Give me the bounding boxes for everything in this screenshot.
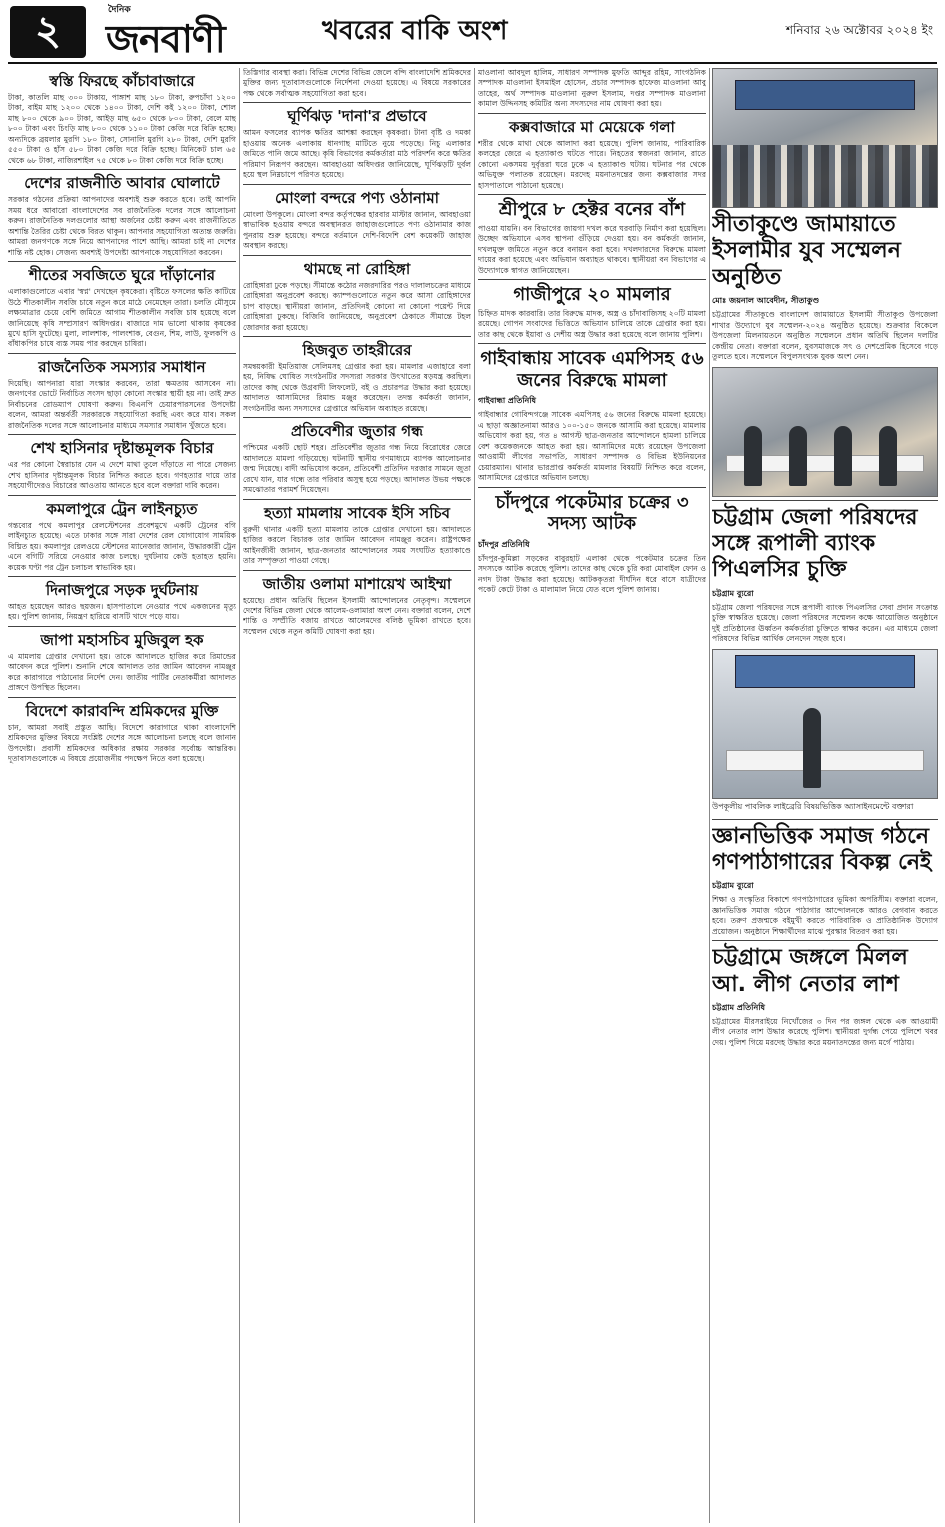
article-headline: ঘূর্ণিঝড় 'দানা'র প্রভাবে [243, 102, 471, 128]
article-headline: কক্সবাজারে মা মেয়েকে গলা [478, 113, 706, 139]
article-body: বুরুনী থানার একটি হত্যা মামলায় তাকে গ্রেপ্তার দেখানো হয়। আদালতে হাজির করলে বিচারক তার জামিন আবেদন নামঞ্জুর করেন। রাষ্ট্রপক্ষের আইনজীবী জানান, ছাত্র-জনতার আন্দোলনের সময় সংঘটিত হত্যাকাণ্ডে তার সম্পৃক্ততা পাওয়া গেছে। [243, 524, 471, 566]
article-body: গন্তব্যের পথে কমলাপুর রেলস্টেশনের প্রবেশমুখে একটি ট্রেনের বগি লাইনচ্যুত হয়েছে। এতে ঢাকার সঙ্গে সারা দেশের রেল যোগাযোগ সাময়িক বিঘ্নিত হয়। কমলাপুর রেলওয়ে স্টেশনের ম্যানেজার জানান, উদ্ধারকারী ট্রেন এনে বগিটি সরিয়ে নেওয়ার কাজ চলছে। দুর্ঘটনায় কেউ হতাহত হয়নি। কয়েক ঘণ্টা পর ট্রেন চলাচল স্বাভাবিক হয়। [8, 520, 236, 572]
article-body: এ মামলায় গ্রেপ্তার দেখানো হয়। তাকে আদালতে হাজির করে রিমান্ডের আবেদন করে পুলিশ। শুনানি শেষে আদালত তার জামিন আবেদন নামঞ্জুর করে কারাগারে পাঠানোর নির্দেশ দেন। জাতীয় পার্টির নেতাকর্মীরা আদালত প্রাঙ্গণে উপস্থিত ছিলেন। [8, 651, 236, 693]
article [712, 208, 938, 363]
page-number: ২ [10, 6, 86, 58]
photo-person [744, 426, 762, 486]
article-headline: মোংলা বন্দরে পণ্য ওঠানামা [243, 184, 471, 210]
article [8, 169, 236, 258]
article-body: শরীর থেকে মাথা থেকে আলাদা করা হয়েছে। পুলিশ জানায়, পারিবারিক কলহের জেরে এ হত্যাকাণ্ড ঘটতে পারে। নিহতের স্বজনরা জানান, রাতে কোনো একসময় দুর্বৃত্তরা ঘরে ঢুকে এ হত্যাকাণ্ড ঘটায়। ঘটনার পর থেকে অভিযুক্ত পলাতক রয়েছেন। মরদেহ ময়নাতদন্তের জন্য কক্সবাজার সদর হাসপাতালে পাঠানো হয়েছে। [478, 138, 706, 190]
article [478, 279, 706, 340]
article [8, 576, 236, 623]
article-body: হয়েছে। প্রধান অতিথি ছিলেন ইসলামী আন্দোলনের নেতৃবৃন্দ। সম্মেলনে দেশের বিভিন্ন জেলা থেকে আলেম-ওলামারা অংশ নেন। বক্তারা বলেন, দেশে শান্তি ও সম্প্রীতি বজায় রাখতে আলেমদের বলিষ্ঠ ভূমিকা রাখতে হবে। সম্মেলন থেকে নতুন কমিটি ঘোষণা করা হয়। [243, 595, 471, 636]
article [712, 500, 938, 645]
photo-person [834, 426, 852, 486]
article-headline: জাপা মহাসচিব মুজিবুল হক [8, 626, 236, 652]
photo-crowd [713, 145, 937, 207]
article [8, 353, 236, 431]
photo-speaker [803, 708, 821, 788]
article-headline: কমলাপুরে ট্রেন লাইনচ্যুত [8, 495, 236, 521]
article-headline: শীতের সবজিতে ঘুরে দাঁড়ানোর [8, 261, 236, 287]
article [243, 68, 471, 99]
article-headline: থামছে না রোহিঙ্গা [243, 255, 471, 281]
article-body: রোহিঙ্গারা ঢুকে পড়ছে। সীমান্তে কঠোর নজরদারির পরও দালালচক্রের মাধ্যমে রোহিঙ্গারা অনুপ্রবেশ করছে। ক্যাম্পগুলোতে নতুন করে আসা রোহিঙ্গাদের চাপ বাড়ছে। স্থানীয়রা জানান, প্রতিদিনই কোনো না কোনো পয়েন্ট দিয়ে রোহিঙ্গারা ঢুকছে। বিজিবি জানিয়েছে, অনুপ্রবেশ ঠেকাতে সীমান্তে টহল জোরদার করা হয়েছে। [243, 280, 471, 332]
article [712, 819, 938, 938]
article-headline: জাতীয় ওলামা মাশায়েখ আইম্মা [243, 570, 471, 596]
article [8, 434, 236, 491]
article-byline: চট্টগ্রাম প্রতিনিধি [712, 1003, 766, 1012]
article-body: সমন্বয়কারী ইমতিয়াজ সেলিমসহ গ্রেপ্তার করা হয়। মামলার এজাহারে বলা হয়, নিষিদ্ধ ঘোষিত সংগঠনটির সদস্যরা সরকার উৎখাতের ষড়যন্ত্র করছিল। তাদের কাছ থেকে উগ্রবাদী লিফলেট, বই ও প্রচারপত্র উদ্ধার করা হয়েছে। আদালত আসামিদের রিমান্ড মঞ্জুর করেছেন। তদন্ত কর্মকর্তা জানান, সংগঠনটির অন্য সদস্যদের গ্রেপ্তারে অভিযান অব্যাহত রয়েছে। [243, 361, 471, 413]
article-body: এর পর কোনো স্বৈরাচার যেন এ দেশে মাথা তুলে দাঁড়াতে না পারে সেজন্য শেখ হাসিনার দৃষ্টান্তমূলক বিচার নিশ্চিত করতে হবে। গণহত্যার দায়ে তার সহযোগীদেরও বিচারের আওতায় আনতে হবে বলে বক্তারা দাবি করেন। [8, 460, 236, 491]
article-headline: চট্টগ্রামে জঙ্গলে মিলল আ. লীগ নেতার লাশ [712, 940, 938, 1001]
column-divider [239, 68, 240, 1523]
photo-person [789, 426, 807, 486]
article-byline: চট্টগ্রাম ব্যুরো [712, 588, 754, 598]
article-body: সরকার গঠনের প্রক্রিয়া আপনাদের অবশ্যই শুরু করতে হবে। তাই আপনি সময় ধরে আবারো বাংলাদেশের সব রাজনৈতিক দলের সঙ্গে আলোচনা করুন। রাজনৈতিক দলগুলোর আস্থা অর্জনের চেষ্টা করুন এবং রাজনীতিতে অশান্তি তৈরির চেষ্টা থেকে বিরত থাকুন। আপনার সহযোগিতা অত্যন্ত জরুরি। আমরা জনগণকে সঙ্গে নিয়ে আপনাদের পাশে আছি। আমরা চাই না দেশের শান্তি নষ্ট হোক। সেজন্য অবশ্যই উপদেষ্টা আপনাকে সহযোগিতা করবেন। [8, 195, 236, 257]
article-body: আহত হয়েছেন আরও ছয়জন। হাসপাতালে নেওয়ার পথে একজনের মৃত্যু হয়। পুলিশ জানায়, নিয়ন্ত্রণ হারিয়ে বাসটি খাদে পড়ে যায়। [8, 602, 236, 622]
article-headline: জ্ঞানভিত্তিক সমাজ গঠনে গণপাঠাগারের বিকল্প নেই [712, 819, 938, 880]
article-body: আমন ফসলের ব্যাপক ক্ষতির আশঙ্কা করছেন কৃষকরা। টানা বৃষ্টি ও দমকা হাওয়ায় অনেক এলাকায় ধানগাছ মাটিতে নুয়ে পড়েছে। নিচু এলাকার জমিতে পানি জমে আছে। কৃষি বিভাগের কর্মকর্তারা মাঠ পরিদর্শন করে ক্ষতির পরিমাণ নিরূপণ করছেন। আবহাওয়া অধিদপ্তর জানিয়েছে, ঘূর্ণিঝড়টি দুর্বল হয়ে স্থল নিম্নচাপে পরিণত হয়েছে। [243, 128, 471, 180]
news-photo [712, 649, 938, 799]
article [478, 194, 706, 276]
article [8, 261, 236, 350]
article-headline: স্বস্তি ফিরছে কাঁচাবাজারে [49, 72, 195, 90]
section-title: খবরের বাকি অংশ [322, 16, 508, 46]
article-body: চিহ্নিত মাদক কারবারি। তার বিরুদ্ধে মাদক, অস্ত্র ও চাঁদাবাজিসহ ২০টি মামলা রয়েছে। গোপন সংবাদের ভিত্তিতে অভিযান চালিয়ে তাকে গ্রেপ্তার করা হয়। তার কাছ থেকে ইয়াবা ও দেশীয় অস্ত্র উদ্ধার করা হয়েছে বলে জানায় পুলিশ। [478, 308, 706, 339]
column-2 [243, 68, 471, 1523]
photo-banner [735, 80, 914, 110]
article [478, 343, 706, 483]
dateline: শনিবার ২৬ অক্টোবর ২০২৪ ইং [785, 23, 933, 37]
article-body: পাওয়া যায়নি। বন বিভাগের জায়গা দখল করে ঘরবাড়ি নির্মাণ করা হয়েছিল। উচ্ছেদ অভিযানে এসব স্থাপনা গুঁড়িয়ে দেওয়া হয়। বন কর্মকর্তা জানান, দখলমুক্ত জমিতে নতুন করে বনায়ন করা হবে। দখলদারদের বিরুদ্ধে মামলা দায়ের করা হয়েছে এবং অভিযান অব্যাহত থাকবে। স্থানীয়রা বন বিভাগের এ উদ্যোগকে স্বাগত জানিয়েছেন। [478, 223, 706, 275]
article-headline: রাজনৈতিক সমস্যার সমাধান [8, 353, 236, 379]
article [243, 417, 471, 495]
article [8, 626, 236, 694]
article-headline: বিদেশে কারাবন্দি শ্রমিকদের মুক্তি [8, 697, 236, 723]
newspaper-logo [92, 2, 242, 60]
article-body: চান, আমরা সবাই প্রস্তুত আছি। বিদেশে কারাগারে থাকা বাংলাদেশি শ্রমিকদের মুক্তির বিষয়ে সংশ্লিষ্ট দেশের সঙ্গে আলোচনা চলছে বলে জানান উপদেষ্টা। প্রবাসী শ্রমিকদের অধিকার রক্ষায় সরকার সর্বোচ্চ আন্তরিক। দূতাবাসগুলোকে এ বিষয়ে প্রয়োজনীয় পদক্ষেপ নিতে বলা হয়েছে। [8, 722, 236, 764]
article-headline: প্রতিবেশীর জুতার গন্ধ [243, 417, 471, 443]
article-headline: গাইবান্ধায় সাবেক এমপিসহ ৫৬ জনের বিরুদ্ধে মামলা [478, 343, 706, 394]
photo-banner [735, 655, 914, 688]
column-divider [474, 68, 475, 1523]
article-body: চাঁদপুর-কুমিল্লা সড়কের বাবুরহাট এলাকা থেকে পকেটমার চক্রের তিন সদস্যকে আটক করেছে পুলিশ। তাদের কাছ থেকে চুরি করা মোবাইল ফোন ও নগদ টাকা উদ্ধার করা হয়েছে। আটককৃতরা দীর্ঘদিন ধরে বাসে যাত্রীদের পকেট কেটে টাকা ও মালামাল নিয়ে যেত বলে পুলিশ জানায়। [478, 553, 706, 595]
article-headline: গাজীপুরে ২০ মামলার [478, 279, 706, 309]
news-photo [712, 367, 938, 497]
article-headline: সীতাকুণ্ডে জামায়াতে ইসলামীর যুব সম্মেলন অনুষ্ঠিত [712, 212, 901, 290]
masthead-rule [8, 62, 937, 64]
article [8, 495, 236, 573]
article-body: এলাকাগুলোতে এবার 'স্বপ্ন' দেখছেন কৃষকেরা। বৃষ্টিতে ফসলের ক্ষতি কাটিয়ে উঠে শীতকালীন সবজি চাষে নতুন করে মাঠে নেমেছেন তারা। চলতি মৌসুমে লক্ষ্যমাত্রার চেয়ে বেশি জমিতে আগাম শীতকালীন সবজি চাষ হয়েছে বলে জানিয়েছে কৃষি সম্প্রসারণ অধিদপ্তর। বাজারে দাম ভালো থাকায় কৃষকের মুখে হাসি ফুটেছে। মুলা, লালশাক, পালংশাক, বেগুন, শিম, লাউ, ফুলকপি ও বাঁধাকপির চাষে ব্যস্ত সময় পার করছেন চাষিরা। [8, 287, 236, 349]
article [243, 499, 471, 567]
article [712, 940, 938, 1048]
article-body: তিস্তিগার ব্যবস্থা করা। বিভিন্ন দেশের বিভিন্ন জেলে বন্দি বাংলাদেশি শ্রমিকদের মুক্তির জন্য দূতাবাসগুলোকে নির্দেশনা দেওয়া হয়েছে। এ বিষয়ে সরকারের পক্ষ থেকে সর্বাত্মক সহযোগিতা করা হবে। [243, 68, 471, 98]
photo-person [879, 426, 897, 486]
logo-name: জনবাণী [106, 17, 225, 61]
article-body: শিক্ষা ও সংস্কৃতির বিকাশে গণপাঠাগারের ভূমিকা অপরিসীম। বক্তারা বলেন, জ্ঞানভিত্তিক সমাজ গঠনে পাঠাগার আন্দোলনকে আরও বেগবান করতে হবে। তরুণ প্রজন্মকে বইমুখী করতে পারিবারিক ও প্রাতিষ্ঠানিক উদ্যোগ প্রয়োজন। অনুষ্ঠানে শিক্ষার্থীদের মাঝে পুরস্কার বিতরণ করা হয়। [712, 895, 938, 936]
article [243, 184, 471, 252]
article-body: গাইবান্ধার গোবিন্দগঞ্জে সাবেক এমপিসহ ৫৬ জনের বিরুদ্ধে মামলা হয়েছে। এ ছাড়া অজ্ঞাতনামা আরও ১০০-১৫০ জনকে আসামি করা হয়েছে। মামলায় অভিযোগ করা হয়, গত ৪ আগস্ট ছাত্র-জনতার আন্দোলনে হামলা চালিয়ে বেশ কয়েকজনকে আহত করা হয়। আসামিদের মধ্যে রয়েছেন উপজেলা আওয়ামী লীগের সভাপতি, সাধারণ সম্পাদক ও বিভিন্ন ইউনিয়নের চেয়ারম্যান। থানার ভারপ্রাপ্ত কর্মকর্তা মামলার বিষয়টি নিশ্চিত করে বলেন, আসামিদের গ্রেপ্তারে অভিযান চলছে। [478, 410, 706, 483]
article-headline: শেখ হাসিনার দৃষ্টান্তমূলক বিচার [8, 434, 236, 460]
masthead [0, 0, 945, 64]
photo-caption: উপকূলীয় পাবলিক লাইব্রেরি বিষয়ভিত্তিক অ্যাসাইনমেন্টে বক্তারা [712, 801, 914, 811]
article [8, 697, 236, 765]
article [478, 113, 706, 191]
article-byline: গাইবান্ধা প্রতিনিধি [478, 396, 537, 406]
article-body: মোংলা উপকূলে। মোংলা বন্দর কর্তৃপক্ষের হারবার মাস্টার জানান, আবহাওয়া স্বাভাবিক হওয়ায় বন্দরে অবস্থানরত জাহাজগুলোতে পণ্য ওঠানামার কাজ পুনরায় শুরু হয়েছে। বন্দরে বর্তমানে দেশি-বিদেশি বেশ কয়েকটি জাহাজ অবস্থান করছে। [243, 209, 471, 251]
photo-table [726, 750, 923, 771]
article-byline: চট্টগ্রাম ব্যুরো [712, 881, 754, 891]
article [243, 102, 471, 180]
article-headline: দিনাজপুরে সড়ক দুর্ঘটনায় [8, 576, 236, 602]
article-headline: দেশের রাজনীতি আবার ঘোলাটে [8, 169, 236, 195]
article-headline: চট্টগ্রাম জেলা পরিষদের সঙ্গে রূপালী ব্যাংক পিএলসির চুক্তি [712, 500, 938, 587]
article [478, 68, 706, 110]
column-3 [478, 68, 706, 1523]
article-body: চট্টগ্রামের সীতাকুণ্ডে বাংলাদেশ জামায়াতে ইসলামী সীতাকুণ্ড উপজেলা শাখার উদ্যোগে যুব সম্মেলন-২০২৪ অনুষ্ঠিত হয়েছে। শুক্রবার বিকেলে উপজেলা মিলনায়তনে অনুষ্ঠিত সম্মেলনে প্রধান অতিথি ছিলেন দলটির কেন্দ্রীয় নেতা। বক্তারা বলেন, যুবসমাজকে সৎ ও দেশপ্রেমিক হিসেবে গড়ে তুলতে হবে। সম্মেলনে বিপুলসংখ্যক যুবক অংশ নেন। [712, 310, 938, 362]
article-byline: চাঁদপুর প্রতিনিধি [478, 539, 530, 549]
article-body: মাওলানা আবদুল হালিম, সাধারণ সম্পাদক মুফতি আব্দুর রহিম, সাংগঠনিক সম্পাদক মাওলানা ইসমাইল হোসেন, প্রচার সম্পাদক হাফেজ মাওলানা আবু তাহের, অর্থ সম্পাদক মাওলানা নুরুল ইসলাম, দপ্তর সম্পাদক মাওলানা কামাল উদ্দিনসহ কমিটির অন্য সদস্যদের নাম ঘোষণা করা হয়। [478, 68, 706, 109]
column-4 [712, 68, 938, 1523]
logo-small-text: দৈনিক [108, 5, 131, 15]
column-divider [709, 68, 710, 1523]
article-headline: চাঁদপুরে পকেটমার চক্রের ৩ সদস্য আটক [478, 487, 706, 538]
news-photo [712, 68, 938, 208]
article-headline: শ্রীপুরে ৮ হেক্টর বনের বাঁশ [478, 194, 706, 224]
article-body: চট্টগ্রাম জেলা পরিষদের সঙ্গে রূপালী ব্যাংক পিএলসির সেবা প্রদান সংক্রান্ত চুক্তি স্বাক্ষরিত হয়েছে। জেলা পরিষদের সম্মেলন কক্ষে আয়োজিত অনুষ্ঠানে দুই প্রতিষ্ঠানের ঊর্ধ্বতন কর্মকর্তারা চুক্তিতে স্বাক্ষর করেন। এর মাধ্যমে জেলা পরিষদের বিভিন্ন আর্থিক লেনদেন সহজ হবে। [712, 602, 938, 644]
article [478, 487, 706, 596]
article-headline: হিজবুত তাহরীরের [243, 336, 471, 362]
article-headline: হত্যা মামলায় সাবেক ইসি সচিব [243, 499, 471, 525]
article [243, 336, 471, 414]
article-byline: মোঃ জয়নাল আবেদীন, সীতাকুণ্ড [712, 296, 820, 306]
article-body: পশ্চিমের একটি ছোট শহর। প্রতিবেশীর জুতার গন্ধ নিয়ে বিরোধের জেরে আদালতে মামলা গড়িয়েছে। ঘটনাটি স্থানীয় গণমাধ্যমে ব্যাপক আলোচনার জন্ম দিয়েছে। বাদী অভিযোগ করেন, প্রতিবেশী প্রতিদিন দরজার সামনে জুতা রেখে যান, যার গন্ধে তার পরিবার অসুস্থ হয়ে পড়ছে। আদালত উভয় পক্ষকে সমঝোতার পরামর্শ দিয়েছেন। [243, 443, 471, 495]
article [243, 255, 471, 333]
article [243, 570, 471, 638]
article-body: চট্টগ্রামের মীরসরাইয়ে নিখোঁজের ৩ দিন পর জঙ্গল থেকে এক আওয়ামী লীগ নেতার লাশ উদ্ধার করেছে পুলিশ। স্থানীয়রা দুর্গন্ধ পেয়ে পুলিশে খবর দেয়। পুলিশ গিয়ে মরদেহ উদ্ধার করে ময়নাতদন্তের জন্য মর্গে পাঠায়। [712, 1017, 938, 1047]
article-body: দিয়েছি। আপনারা যারা সংস্কার করবেন, তারা ক্ষমতায় আসবেন না। জনগণের ভোটে নির্বাচিত সংসদ ছাড়া কোনো সংস্কার স্থায়ী হয় না। তাই দ্রুত নির্বাচনের রোডম্যাপ ঘোষণা করুন। বিএনপি চেয়ারপারসনের উপদেষ্টা বলেন, আমরা অন্তর্বর্তী সরকারকে সহযোগিতা করছি এবং করে যাব। সকল রাজনৈতিক দলের সঙ্গে আলোচনার মাধ্যমে সমস্যার সমাধান খুঁজতে হবে। [8, 378, 236, 430]
article [8, 68, 236, 166]
column-1 [8, 68, 236, 1523]
article-body: টাকা, কাতলি মাছ ৩০০ টাকায়, পাঙ্গাশ মাছ ১৮০ টাকা, রুপচাঁদা ১২০০ টাকা, বাইম মাছ ১২০০ থেকে ১৪০০ টাকা, দেশি কই ১২০০ টাকা, শোল মাছ ৮০০ থেকে ৯০০ টাকা, আইড় মাছ ৬৫০ থেকে ৮০০ টাকা, বেলে মাছ ৮০০ টাকা এবং চিংড়ি মাছ ৮০০ থেকে ১১০০ টাকা কেজি দরে বিক্রি হচ্ছে। অন্যদিকে ব্রয়লার মুরগি ১৮০ টাকা, সোনালি মুরগি ২৮০ টাকা, দেশি মুরগি ৫৫০ টাকা ও হাঁস ৫৮০ টাকা কেজি দরে বিক্রি হচ্ছে। মিনিকেট চাল ৬৫ থেকে ৬৮ টাকা, নাজিরশাইল ৭৫ থেকে ৮০ টাকা কেজি দরে বিক্রি হচ্ছে। [8, 93, 236, 165]
